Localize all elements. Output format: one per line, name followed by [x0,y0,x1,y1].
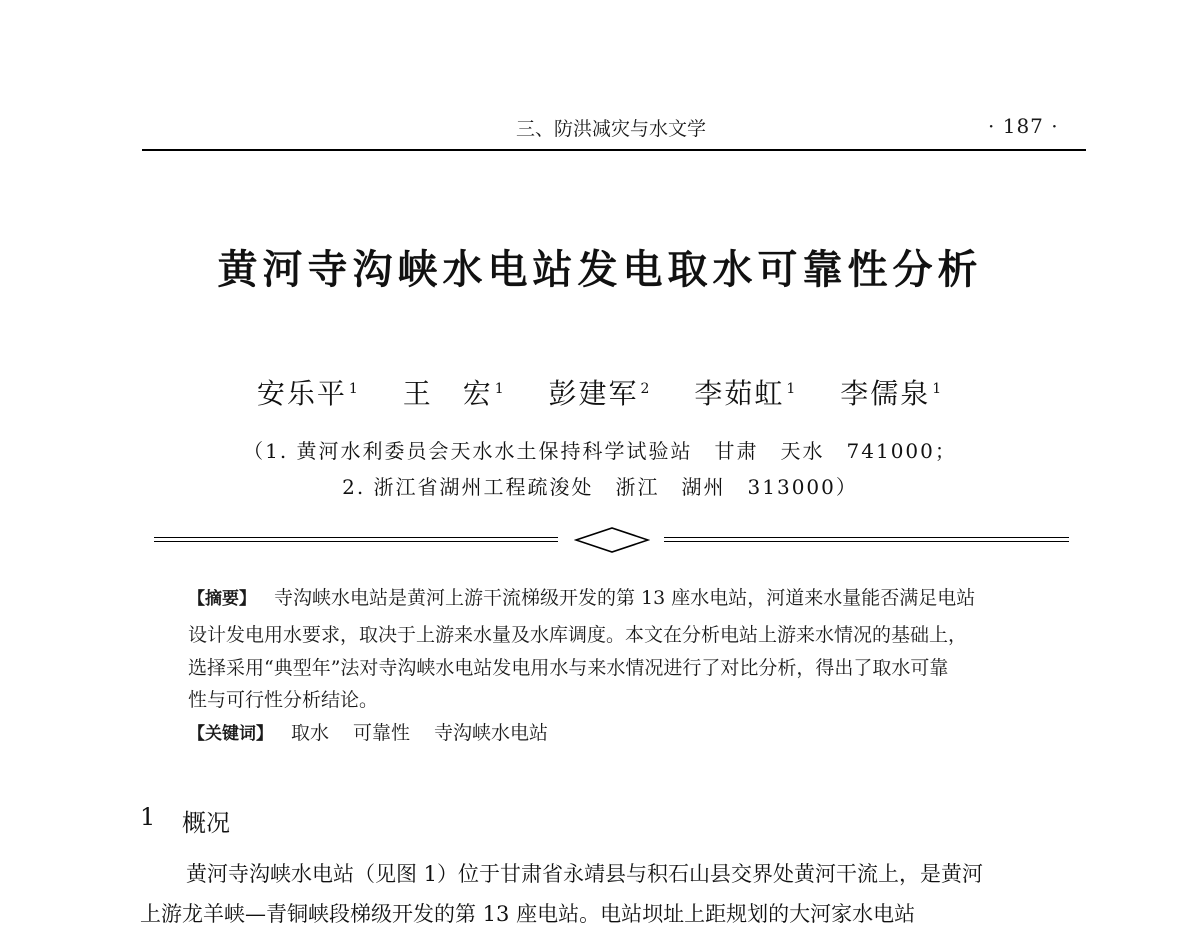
separator-rule-right [664,537,1069,542]
keywords-line [188,718,572,745]
running-head: 三、防洪减灾与水文学 [516,118,707,140]
author-list [0,372,1200,412]
author: 彭建军 $^2$ [548,377,652,410]
section-title: 概况 [182,809,230,837]
author: 李茹虹 $^1$ [694,377,798,410]
author: 王 宏 $^1$ [402,377,506,410]
author: 安乐平 $^1$ [256,377,360,410]
keyword: 取水 [291,722,330,744]
author: 李儒泉 $^1$ [840,377,944,410]
abstract-line: 【摘要】 寺沟峡水电站是黄河上游干流梯级开发的第 13 座水电站，河道来水量能否满足电站 [188,587,976,609]
keyword: 可靠性 [353,722,411,744]
author-affiliation-mark: 1 [494,380,506,397]
keywords-label: 【关键词】 [188,724,273,744]
abstract-line: 设计发电用水要求，取决于上游来水量及水库调度。本文在分析电站上游来水情况的基础上， [188,624,968,646]
abstract-line: 性与可行性分析结论。 [188,689,379,711]
author-affiliation-mark: 2 [640,380,652,397]
paper-title: 黄河寺沟峡水电站发电取水可靠性分析 [217,247,983,293]
page-number: · 187 · [988,114,1059,138]
keyword: 寺沟峡水电站 [434,722,549,744]
abstract-label: 【摘要】 [188,589,256,609]
header-rule [142,149,1086,151]
author-affiliation-mark: 1 [786,380,798,397]
author-affiliation-mark: 1 [932,380,944,397]
body-text-line: 上游龙羊峡—青铜峡段梯级开发的第 13 座电站。电站坝址上距规划的大河家水电站 [140,902,916,926]
section-number: 1 [140,803,156,831]
separator-rule-left [154,537,558,542]
affiliation-line: 2. 浙江省湖州工程疏浚处 浙江 湖州 313000） [342,475,858,499]
abstract-line: 选择采用“典型年”法对寺沟峡水电站发电用水与来水情况进行了对比分析，得出了取水可靠 [188,657,949,679]
affiliation-line: （1. 黄河水利委员会天水水土保持科学试验站 甘肃 天水 741000； [243,439,957,463]
separator-diamond-icon [574,526,650,554]
body-text-line: 黄河寺沟峡水电站（见图 1）位于甘肃省永靖县与积石山县交界处黄河干流上，是黄河 [186,862,984,886]
author-affiliation-mark: 1 [348,380,360,397]
